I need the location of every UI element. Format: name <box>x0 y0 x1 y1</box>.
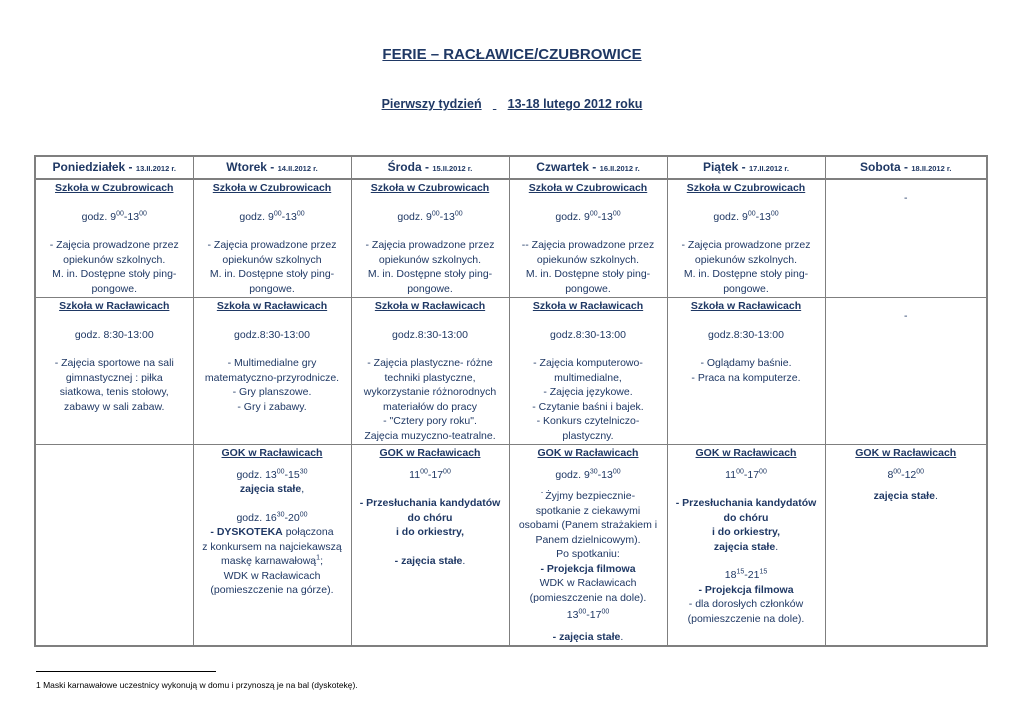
place-label: Szkoła w Racławicach <box>374 300 486 312</box>
desc-line: pongowe. <box>407 282 453 295</box>
desc-line: opiekunów szkolnych. <box>694 253 798 266</box>
desc-line: - Przesłuchania kandydatów <box>675 497 817 509</box>
desc-line: - Zajęcia komputerowo- <box>533 357 643 369</box>
desc-line: (pomieszczenie na górze). <box>210 584 334 596</box>
time-label: godz.8:30-13:00 <box>708 328 784 341</box>
day-name: Środa - <box>387 160 429 174</box>
desc-line: materiałów do pracy <box>383 400 477 413</box>
header-row <box>35 156 987 179</box>
row-gok <box>35 445 987 647</box>
cell-czubrowice-wed <box>351 179 509 298</box>
desc-line: osobami (Panem strażakiem i <box>518 519 658 531</box>
desc-line: opiekunów szkolnych. <box>378 253 482 266</box>
desc-line: - Konkurs czytelniczo- <box>536 415 640 427</box>
desc-line: - Czytanie baśni i bajek. <box>532 400 644 413</box>
time-label: godz.8:30-13:00 <box>392 328 468 341</box>
desc-line: i do orkiestry, <box>711 526 781 538</box>
disco-line: - DYSKOTEKA połączona <box>210 526 334 538</box>
footnote-separator <box>36 671 216 672</box>
desc-line: maskę karnawałową$^1$; <box>221 554 323 567</box>
desc-line: pongowe. <box>723 282 769 295</box>
time-label: godz.8:30-13:00 <box>234 328 310 341</box>
desc-line: - Zajęcia prowadzone przez <box>365 239 495 251</box>
desc-line: - Projekcja filmowa <box>698 583 794 596</box>
time-label: godz. $9^{30}-13^{00}$ <box>555 468 621 481</box>
desc-line: Zajęcia muzyczno-teatralne. <box>364 429 496 442</box>
cell-raclawice-tue <box>193 298 351 445</box>
desc-line: - dla dorosłych członków <box>688 598 804 610</box>
day-name: Sobota - <box>860 160 909 174</box>
day-date: 18.II.2012 r. <box>911 164 952 173</box>
place-label: Szkoła w Racławicach <box>59 300 170 312</box>
day-date: 15.II.2012 r. <box>432 164 473 173</box>
desc-line: - "Cztery pory roku". <box>383 415 477 427</box>
time-label: $11^{00}-17^{00}$ <box>725 468 767 481</box>
desc-line: - Zajęcia sportowe na sali <box>54 357 174 369</box>
desc-line: M. in. Dostępne stoły ping- <box>52 268 177 280</box>
place-label: GOK w Racławicach <box>221 447 323 459</box>
desc-line: opiekunów szkolnych <box>222 253 322 266</box>
day-header <box>825 156 987 179</box>
cell-gok-sat <box>825 445 987 647</box>
desc-line: - Gry planszowe. <box>232 386 312 398</box>
desc-line: M. in. Dostępne stoły ping- <box>367 268 493 280</box>
day-name: Wtorek - <box>226 160 275 174</box>
desc-line: WDK w Racławicach <box>539 577 637 589</box>
place-label: Szkoła w Czubrowicach <box>528 182 648 194</box>
place-label: Szkoła w Czubrowicach <box>370 182 490 194</box>
place-label: Szkoła w Racławicach <box>532 300 644 312</box>
desc-line: zabawy w sali zabaw. <box>64 400 165 413</box>
place-label: GOK w Racławicach <box>695 447 797 459</box>
desc-line: opiekunów szkolnych. <box>63 253 166 266</box>
regular-classes: zajęcia stałe. <box>713 540 779 553</box>
desc-line: multimedialne, <box>554 371 622 384</box>
desc-line: do chóru <box>723 511 769 524</box>
desc-line: gimnastycznej : piłka <box>65 371 163 384</box>
desc-line: - Zajęcia językowe. <box>543 386 633 398</box>
cell-gok-thu <box>509 445 667 647</box>
time-label: godz. $9^{00}-13^{00}$ <box>239 210 305 223</box>
desc-line: plastyczny. <box>562 429 614 442</box>
week-dates: 13-18 lutego 2012 roku <box>507 97 643 111</box>
empty-dash: - <box>904 310 908 322</box>
time-label: godz. $9^{00}-13^{00}$ <box>81 210 147 223</box>
row-raclawice <box>35 298 987 445</box>
cell-czubrowice-thu <box>509 179 667 298</box>
place-label: GOK w Racławicach <box>855 447 957 459</box>
time-label: $18^{15}-21^{15}$ <box>724 568 768 581</box>
regular-classes: - zajęcia stałe. <box>552 630 624 643</box>
desc-line: - Żyjmy bezpiecznie- <box>540 489 636 502</box>
desc-line: Po spotkaniu: <box>556 548 620 560</box>
desc-line: - Praca na komputerze. <box>691 371 801 384</box>
time-label: godz. $16^{30}-20^{00}$ <box>236 511 308 524</box>
place-label: GOK w Racławicach <box>537 447 639 459</box>
desc-line: - Zajęcia plastyczne- różne <box>367 357 493 369</box>
desc-line: (pomieszczenie na dole). <box>687 612 805 625</box>
place-label: Szkoła w Czubrowicach <box>212 182 332 194</box>
footnote: 1 Maski karnawałowe uczestnicy wykonują w domu i przynoszą je na bal (dyskotekę). <box>36 680 358 690</box>
day-date: 17.II.2012 r. <box>748 164 790 173</box>
desc-line: -- Zajęcia prowadzone przez <box>521 239 655 251</box>
day-header <box>193 156 351 179</box>
desc-line: opiekunów szkolnych. <box>536 253 640 266</box>
cell-raclawice-thu <box>509 298 667 445</box>
cell-raclawice-mon <box>35 298 193 445</box>
cell-gok-wed <box>351 445 509 647</box>
time-label: godz.8:30-13:00 <box>550 328 626 341</box>
desc-line: do chóru <box>407 511 453 524</box>
footnote-ref: 1 <box>316 554 321 562</box>
desc-line: siatkowa, tenis stołowy, <box>59 386 169 398</box>
time-label: godz. $9^{00}-13^{00}$ <box>713 210 779 223</box>
desc-line: - Oglądamy baśnie. <box>700 357 792 369</box>
desc-line: matematyczno-przyrodnicze. <box>204 371 340 384</box>
desc-line: pongowe. <box>565 282 611 295</box>
time-label: $11^{00}-17^{00}$ <box>409 468 451 481</box>
regular-classes: zajęcia stałe. <box>873 490 938 502</box>
place-label: Szkoła w Czubrowicach <box>55 182 174 194</box>
page-title: FERIE – RACŁAWICE/CZUBROWICE <box>382 46 642 63</box>
day-header <box>667 156 825 179</box>
desc-line: - Zajęcia prowadzone przez <box>207 239 337 251</box>
cell-raclawice-wed <box>351 298 509 445</box>
time-label: godz. $9^{00}-13^{00}$ <box>555 210 621 223</box>
desc-line: pongowe. <box>249 282 295 295</box>
page-subtitle <box>0 97 1024 111</box>
cell-czubrowice-tue <box>193 179 351 298</box>
desc-line: M. in. Dostępne stoły ping- <box>683 268 809 280</box>
time-label: godz. $9^{00}-13^{00}$ <box>397 210 463 223</box>
cell-czubrowice-mon <box>35 179 193 298</box>
desc-line: wykorzystanie różnorodnych <box>363 386 497 398</box>
schedule-table <box>34 155 988 647</box>
regular-classes: - zajęcia stałe. <box>394 554 466 567</box>
desc-line: - Zajęcia prowadzone przez <box>681 239 811 251</box>
desc-line: - Przesłuchania kandydatów <box>359 497 501 509</box>
day-date: 13.II.2012 r. <box>135 164 176 173</box>
time-label: $13^{00}-17^{00}$ <box>566 608 610 621</box>
empty-dash: - <box>904 192 908 204</box>
cell-raclawice-fri <box>667 298 825 445</box>
desc-line: - Zajęcia prowadzone przez <box>49 239 179 251</box>
day-name: Piątek - <box>702 160 746 174</box>
day-date: 14.II.2012 r. <box>277 164 318 173</box>
desc-line: M. in. Dostępne stoły ping- <box>525 268 651 280</box>
place-label: Szkoła w Racławicach <box>690 300 802 312</box>
desc-line: - Gry i zabawy. <box>237 400 307 413</box>
desc-line: WDK w Racławicach <box>223 569 321 582</box>
week-label: Pierwszy tydzień <box>381 97 482 111</box>
desc-line: z konkursem na najciekawszą <box>202 540 342 553</box>
cell-czubrowice-sat <box>825 179 987 298</box>
day-name: Poniedziałek - <box>52 160 133 174</box>
desc-line: - Multimedialne gry <box>227 357 317 369</box>
time-label: $8^{00}-12^{00}$ <box>887 468 925 481</box>
place-label: Szkoła w Czubrowicach <box>686 182 806 194</box>
desc-line: pongowe. <box>91 282 138 295</box>
day-header <box>509 156 667 179</box>
day-header <box>351 156 509 179</box>
time-label: godz. 8:30-13:00 <box>74 328 154 341</box>
place-label: GOK w Racławicach <box>379 447 481 459</box>
desc-line: (pomieszczenie na dole). <box>529 591 647 604</box>
cell-raclawice-sat <box>825 298 987 445</box>
day-date: 16.II.2012 r. <box>599 164 640 173</box>
row-czubrowice <box>35 179 987 298</box>
desc-line: spotkanie z ciekawymi <box>535 504 641 517</box>
cell-gok-tue <box>193 445 351 647</box>
desc-line: - Projekcja filmowa <box>540 562 636 575</box>
regular-classes: zajęcia stałe, <box>239 483 305 495</box>
day-header <box>35 156 193 179</box>
desc-line: techniki plastyczne, <box>384 371 476 384</box>
desc-line: i do orkiestry, <box>395 526 465 538</box>
cell-gok-fri <box>667 445 825 647</box>
day-name: Czwartek - <box>536 160 597 174</box>
desc-line: M. in. Dostępne stoły ping- <box>209 268 335 280</box>
cell-gok-mon <box>35 445 193 647</box>
desc-line: Panem dzielnicowym). <box>535 533 641 546</box>
place-label: Szkoła w Racławicach <box>216 300 328 312</box>
time-label: godz. $13^{00}-15^{30}$ <box>236 468 308 481</box>
cell-czubrowice-fri <box>667 179 825 298</box>
